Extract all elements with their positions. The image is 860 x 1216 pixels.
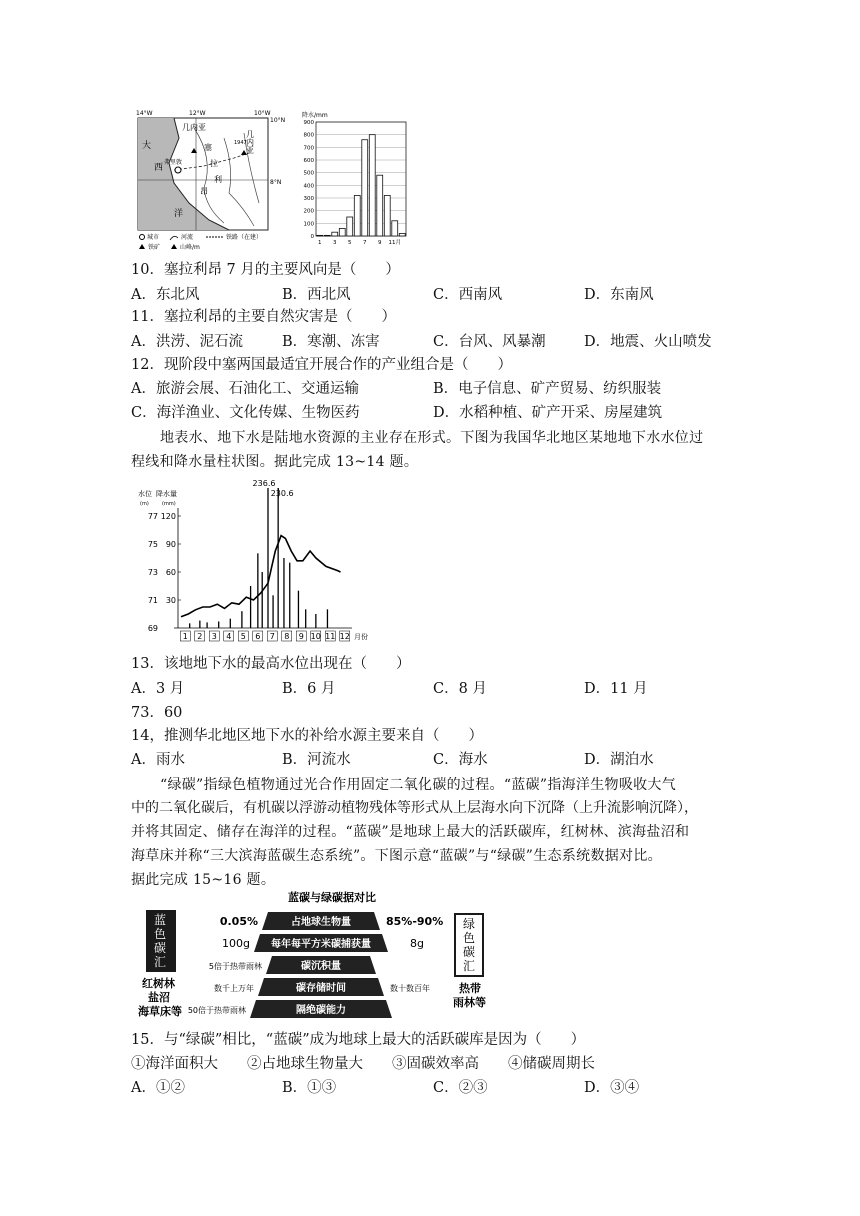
- rain-y-tick: 700: [303, 145, 314, 152]
- stray-text: 73．60: [131, 705, 183, 721]
- rain-bar: [384, 195, 390, 236]
- month-tick: 11: [325, 632, 336, 641]
- row2-left: 100g: [222, 937, 250, 950]
- blue-box-char-1: 蓝: [154, 913, 167, 927]
- intro-13-14-line1: 地表水、地下水是陆地水资源的主业存在形式。下图为我国华北地区某地地下水水位过: [160, 430, 704, 446]
- water-level-tick: 73: [147, 568, 158, 577]
- legend-river: 河流: [181, 234, 194, 241]
- q15-option-a[interactable]: A．①②: [131, 1080, 185, 1096]
- green-caption-2: 雨林等: [453, 996, 486, 1009]
- month-tick: 4: [226, 632, 232, 641]
- carbon-comparison-figure: [138, 890, 518, 1025]
- month-tick: 6: [255, 632, 261, 641]
- rain-bar: [324, 235, 330, 236]
- rain-bar: [362, 140, 368, 236]
- rain-bar: [377, 175, 383, 236]
- iron-legend-icon: [139, 244, 145, 249]
- month-tick: 10: [310, 632, 321, 641]
- q14-option-b[interactable]: B．河流水: [282, 752, 351, 768]
- q11-option-d[interactable]: D．地震、火山喷发: [584, 334, 712, 350]
- rain-x-tick: 5: [348, 240, 352, 246]
- legend-iron: 铁矿: [148, 244, 161, 251]
- month-tick: 9: [298, 632, 304, 641]
- rain-bar: [399, 233, 405, 236]
- row1-center: 占地球生物量: [291, 917, 351, 928]
- rain-bar: [392, 221, 398, 236]
- q12-stem: 12．现阶段中塞两国最适宜开展合作的产业组合是（ ）: [131, 357, 512, 373]
- green-box-char-3: 碳: [463, 945, 476, 959]
- city-legend-icon: [140, 235, 145, 240]
- q11-stem: 11．塞拉利昂的主要自然灾害是（ ）: [131, 309, 396, 325]
- region-label-li: 利: [214, 175, 222, 184]
- region-label-xi: 西: [154, 163, 164, 173]
- rain-bar: [317, 235, 323, 236]
- region-label-da: 大: [142, 141, 152, 151]
- q10-option-c[interactable]: C．西南风: [433, 287, 503, 303]
- q10-option-a[interactable]: A．东北风: [131, 287, 200, 303]
- q13-option-c[interactable]: C．8 月: [433, 681, 487, 697]
- green-box-char-1: 绿: [463, 917, 476, 931]
- rain-y-tick: 200: [303, 208, 314, 215]
- intro-13-14-line2: 程线和降水量柱状图。据此完成 13~14 题。: [131, 454, 419, 470]
- water-level-tick: 77: [147, 512, 158, 521]
- month-tick: 7: [269, 632, 275, 641]
- legend-city: 城市: [147, 234, 160, 241]
- q15-option-c[interactable]: C．②③: [433, 1080, 488, 1096]
- rain-bar: [347, 217, 353, 236]
- month-tick: 2: [197, 632, 203, 641]
- row5-center: 隔绝碳能力: [296, 1005, 346, 1016]
- rain-plot-frame: [316, 122, 406, 236]
- q15-option-b[interactable]: B．①③: [282, 1080, 337, 1096]
- rain-chart-ylabel: 降水/mm: [302, 112, 328, 119]
- q10-option-b[interactable]: B．西北风: [282, 287, 351, 303]
- q15-option-d[interactable]: D．③④: [584, 1080, 640, 1096]
- lat-label-10n: 10°N: [270, 117, 286, 124]
- region-label-guinea: 几内亚: [182, 123, 206, 132]
- rain-x-tick: 7: [363, 240, 367, 246]
- rain-x-tick: 1: [318, 240, 322, 246]
- peak-legend-icon: [171, 244, 177, 249]
- row1-right: 85%-90%: [386, 915, 444, 928]
- x-unit-label: 月份: [354, 633, 368, 641]
- blue-box-char-3: 碳: [154, 941, 167, 955]
- city-marker: [175, 167, 181, 173]
- q11-option-a[interactable]: A．洪涝、泥石流: [131, 334, 243, 350]
- region-label-ang: 昂: [200, 187, 208, 196]
- q14-option-a[interactable]: A．雨水: [131, 752, 185, 768]
- intro-15-16-line2: 中的二氧化碳后，有机碳以浮游动植物残体等形式从上层海水向下沉降（上升流影响沉降），: [131, 800, 698, 816]
- blue-box-char-2: 色: [154, 927, 167, 941]
- q13-stem: 13．该地地下水的最高水位出现在（ ）: [131, 656, 411, 672]
- rain-chart: [294, 108, 414, 253]
- row2-right: 8g: [410, 937, 424, 950]
- rain-peak-label: 230.6: [270, 489, 294, 498]
- month-tick: 3: [211, 632, 217, 641]
- rain-y-tick: 900: [303, 120, 314, 126]
- rain-level-tick: 120: [160, 512, 176, 521]
- row1-left: 0.05%: [219, 915, 258, 928]
- month-tick: 1: [182, 632, 188, 641]
- lon-label-10w: 10°W: [254, 110, 271, 117]
- rain-y-tick: 100: [303, 221, 314, 228]
- q14-option-d[interactable]: D．湖泊水: [584, 752, 654, 768]
- green-caption-1: 热带: [459, 982, 481, 995]
- water-level-tick: 69: [147, 624, 158, 633]
- water-level-line: [181, 536, 341, 617]
- green-box-char-4: 汇: [463, 959, 476, 973]
- water-level-tick: 71: [147, 596, 158, 605]
- rain-peak-label: 236.6: [252, 479, 276, 488]
- rain-bar: [332, 232, 338, 236]
- q14-option-c[interactable]: C．海水: [433, 752, 488, 768]
- axis-title-rain: 降水量: [156, 490, 177, 498]
- rain-level-tick: 30: [165, 596, 176, 605]
- river-legend-icon: [170, 236, 178, 240]
- rain-y-tick: 500: [303, 170, 314, 177]
- q12-option-c[interactable]: C．海洋渔业、文化传媒、生物医药: [131, 405, 360, 421]
- intro-15-16-line4: 海草床并称“三大滨海蓝碳生态系统”。下图示意“蓝碳”与“绿碳”生态系统数据对比。: [131, 848, 662, 864]
- q13-option-a[interactable]: A．3 月: [131, 681, 185, 697]
- rain-y-tick: 400: [303, 183, 314, 190]
- blue-caption-1: 红树林: [142, 977, 175, 990]
- green-box-char-2: 色: [463, 931, 476, 945]
- water-level-chart: [134, 474, 384, 644]
- intro-15-16-line5: 据此完成 15~16 题。: [131, 872, 276, 888]
- q15-items: ①海洋面积大 ②占地球生物量大 ③固碳效率高 ④储碳周期长: [131, 1056, 595, 1072]
- rain-y-tick: 0: [310, 234, 314, 240]
- rain-level-tick: 60: [165, 568, 176, 577]
- rain-x-tick: 9: [378, 240, 382, 246]
- rain-bar: [354, 195, 360, 236]
- month-tick: 12: [339, 632, 350, 641]
- row2-center: 每年每平方米碳捕获量: [271, 939, 371, 950]
- q12-option-a[interactable]: A．旅游会展、石油化工、交通运输: [131, 381, 359, 397]
- row4-left: 数千上万年: [214, 984, 254, 993]
- q11-option-c[interactable]: C．台风、风暴潮: [433, 334, 546, 350]
- map-figure: [134, 108, 289, 253]
- rain-y-tick: 600: [303, 158, 314, 164]
- rain-x-tick: 3: [333, 240, 337, 246]
- rain-level-tick: 90: [165, 540, 176, 549]
- row4-center: 碳存储时间: [296, 983, 346, 994]
- q10-option-d[interactable]: D．东南风: [584, 287, 654, 303]
- region-label-la: 拉: [210, 159, 218, 168]
- q12-option-b[interactable]: B．电子信息、矿产贸易、纺织服装: [433, 381, 662, 397]
- q13-option-d[interactable]: D．11 月: [584, 681, 648, 697]
- region-label-yang: 洋: [174, 209, 184, 219]
- q11-option-b[interactable]: B．寒潮、冻害: [282, 334, 380, 350]
- q15-stem: 15．与“绿碳”相比，“蓝碳”成为地球上最大的活跃碳库是因为（ ）: [131, 1032, 586, 1048]
- lon-label-14w: 14°W: [136, 110, 153, 117]
- legend-railway: 铁路（在建）: [226, 234, 263, 241]
- legend-peak: 山峰/m: [180, 244, 200, 251]
- q14-stem: 14，推测华北地区地下水的补给水源主要来自（ ）: [131, 728, 483, 744]
- blue-box-char-4: 汇: [154, 955, 167, 969]
- month-tick: 5: [240, 632, 246, 641]
- peak-label: 1947: [234, 140, 247, 146]
- intro-15-16-line1: “绿碳”指绿色植物通过光合作用固定二氧化碳的过程。“蓝碳”指海洋生物吸收大气: [160, 777, 677, 793]
- axis-unit-water: (m): [140, 501, 149, 507]
- intro-15-16-line3: 并将其固定、储存在海洋的过程。“蓝碳”是地球上最大的活跃碳库，红树林、滨海盐沼和: [131, 824, 690, 840]
- lon-label-12w: 12°W: [189, 110, 206, 117]
- row5-left: 50倍于热带雨林: [187, 1006, 246, 1015]
- row3-center: 碳沉积量: [301, 961, 341, 972]
- q13-option-b[interactable]: B．6 月: [282, 681, 336, 697]
- carbon-figure-title: 蓝碳与绿碳据对比: [288, 891, 376, 904]
- blue-caption-3: 海草床等: [138, 1005, 182, 1018]
- rain-y-tick: 300: [303, 196, 314, 202]
- blue-caption-2: 盐沼: [148, 991, 170, 1004]
- month-tick: 8: [284, 632, 290, 641]
- rain-bar: [339, 228, 345, 236]
- region-label-guinea-2: 几内亚: [245, 130, 255, 154]
- region-label-sai: 塞: [204, 143, 212, 152]
- q12-option-d[interactable]: D．水稻种植、矿产开采、房屋建筑: [433, 405, 663, 421]
- q10-stem: 10．塞拉利昂 7 月的主要风向是（ ）: [131, 262, 400, 278]
- axis-unit-rain: (mm): [162, 501, 176, 507]
- row4-right: 数十数百年: [390, 984, 430, 993]
- lat-label-8n: 8°N: [270, 179, 282, 186]
- rain-x-tick: 11月: [388, 240, 401, 246]
- row3-left: 5倍于热带雨林: [208, 962, 262, 971]
- water-level-tick: 75: [147, 540, 158, 549]
- rain-y-tick: 800: [303, 132, 314, 139]
- rain-bar: [369, 135, 375, 236]
- city-label: 弗里敦: [164, 159, 183, 166]
- axis-title-water: 水位: [138, 490, 152, 498]
